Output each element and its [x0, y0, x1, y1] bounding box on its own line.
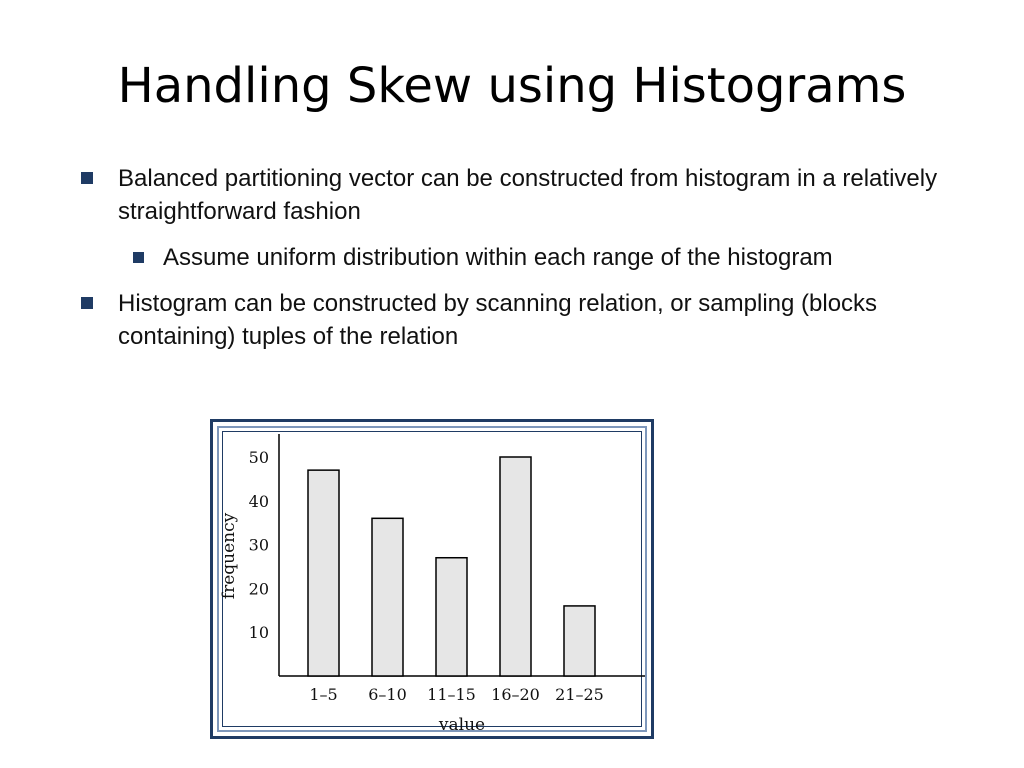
chart-labels — [219, 448, 604, 735]
y-tick-label: 20 — [248, 579, 269, 599]
bullet-item: Balanced partitioning vector can be constructed from histogram in a relatively straightforward fashion — [118, 165, 938, 225]
histogram-bar — [564, 606, 595, 676]
y-tick-label: 30 — [248, 535, 269, 555]
y-tick-label: 40 — [248, 491, 269, 511]
x-tick-label: 16–20 — [491, 685, 540, 704]
chart-bars — [308, 457, 595, 676]
slide-title: Handling Skew using Histograms — [117, 58, 907, 114]
bullet-item: Histogram can be constructed by scanning relation, or sampling (blocks containing) tuples of the relation — [118, 290, 878, 350]
histogram-bar — [500, 457, 531, 676]
sub-bullet-item: Assume uniform distribution within each range of the histogram — [163, 244, 833, 271]
histogram-bar — [308, 470, 339, 676]
y-tick-label: 50 — [248, 448, 269, 467]
x-axis-label: value — [438, 715, 486, 735]
x-tick-label: 11–15 — [427, 685, 476, 704]
histogram-bar — [436, 558, 467, 676]
y-tick-label: 10 — [248, 623, 269, 643]
x-tick-label: 1–5 — [309, 685, 338, 704]
histogram-bar — [372, 518, 403, 676]
y-axis-label: frequency — [219, 512, 239, 600]
x-tick-label: 6–10 — [368, 685, 407, 704]
x-tick-label: 21–25 — [555, 685, 604, 704]
